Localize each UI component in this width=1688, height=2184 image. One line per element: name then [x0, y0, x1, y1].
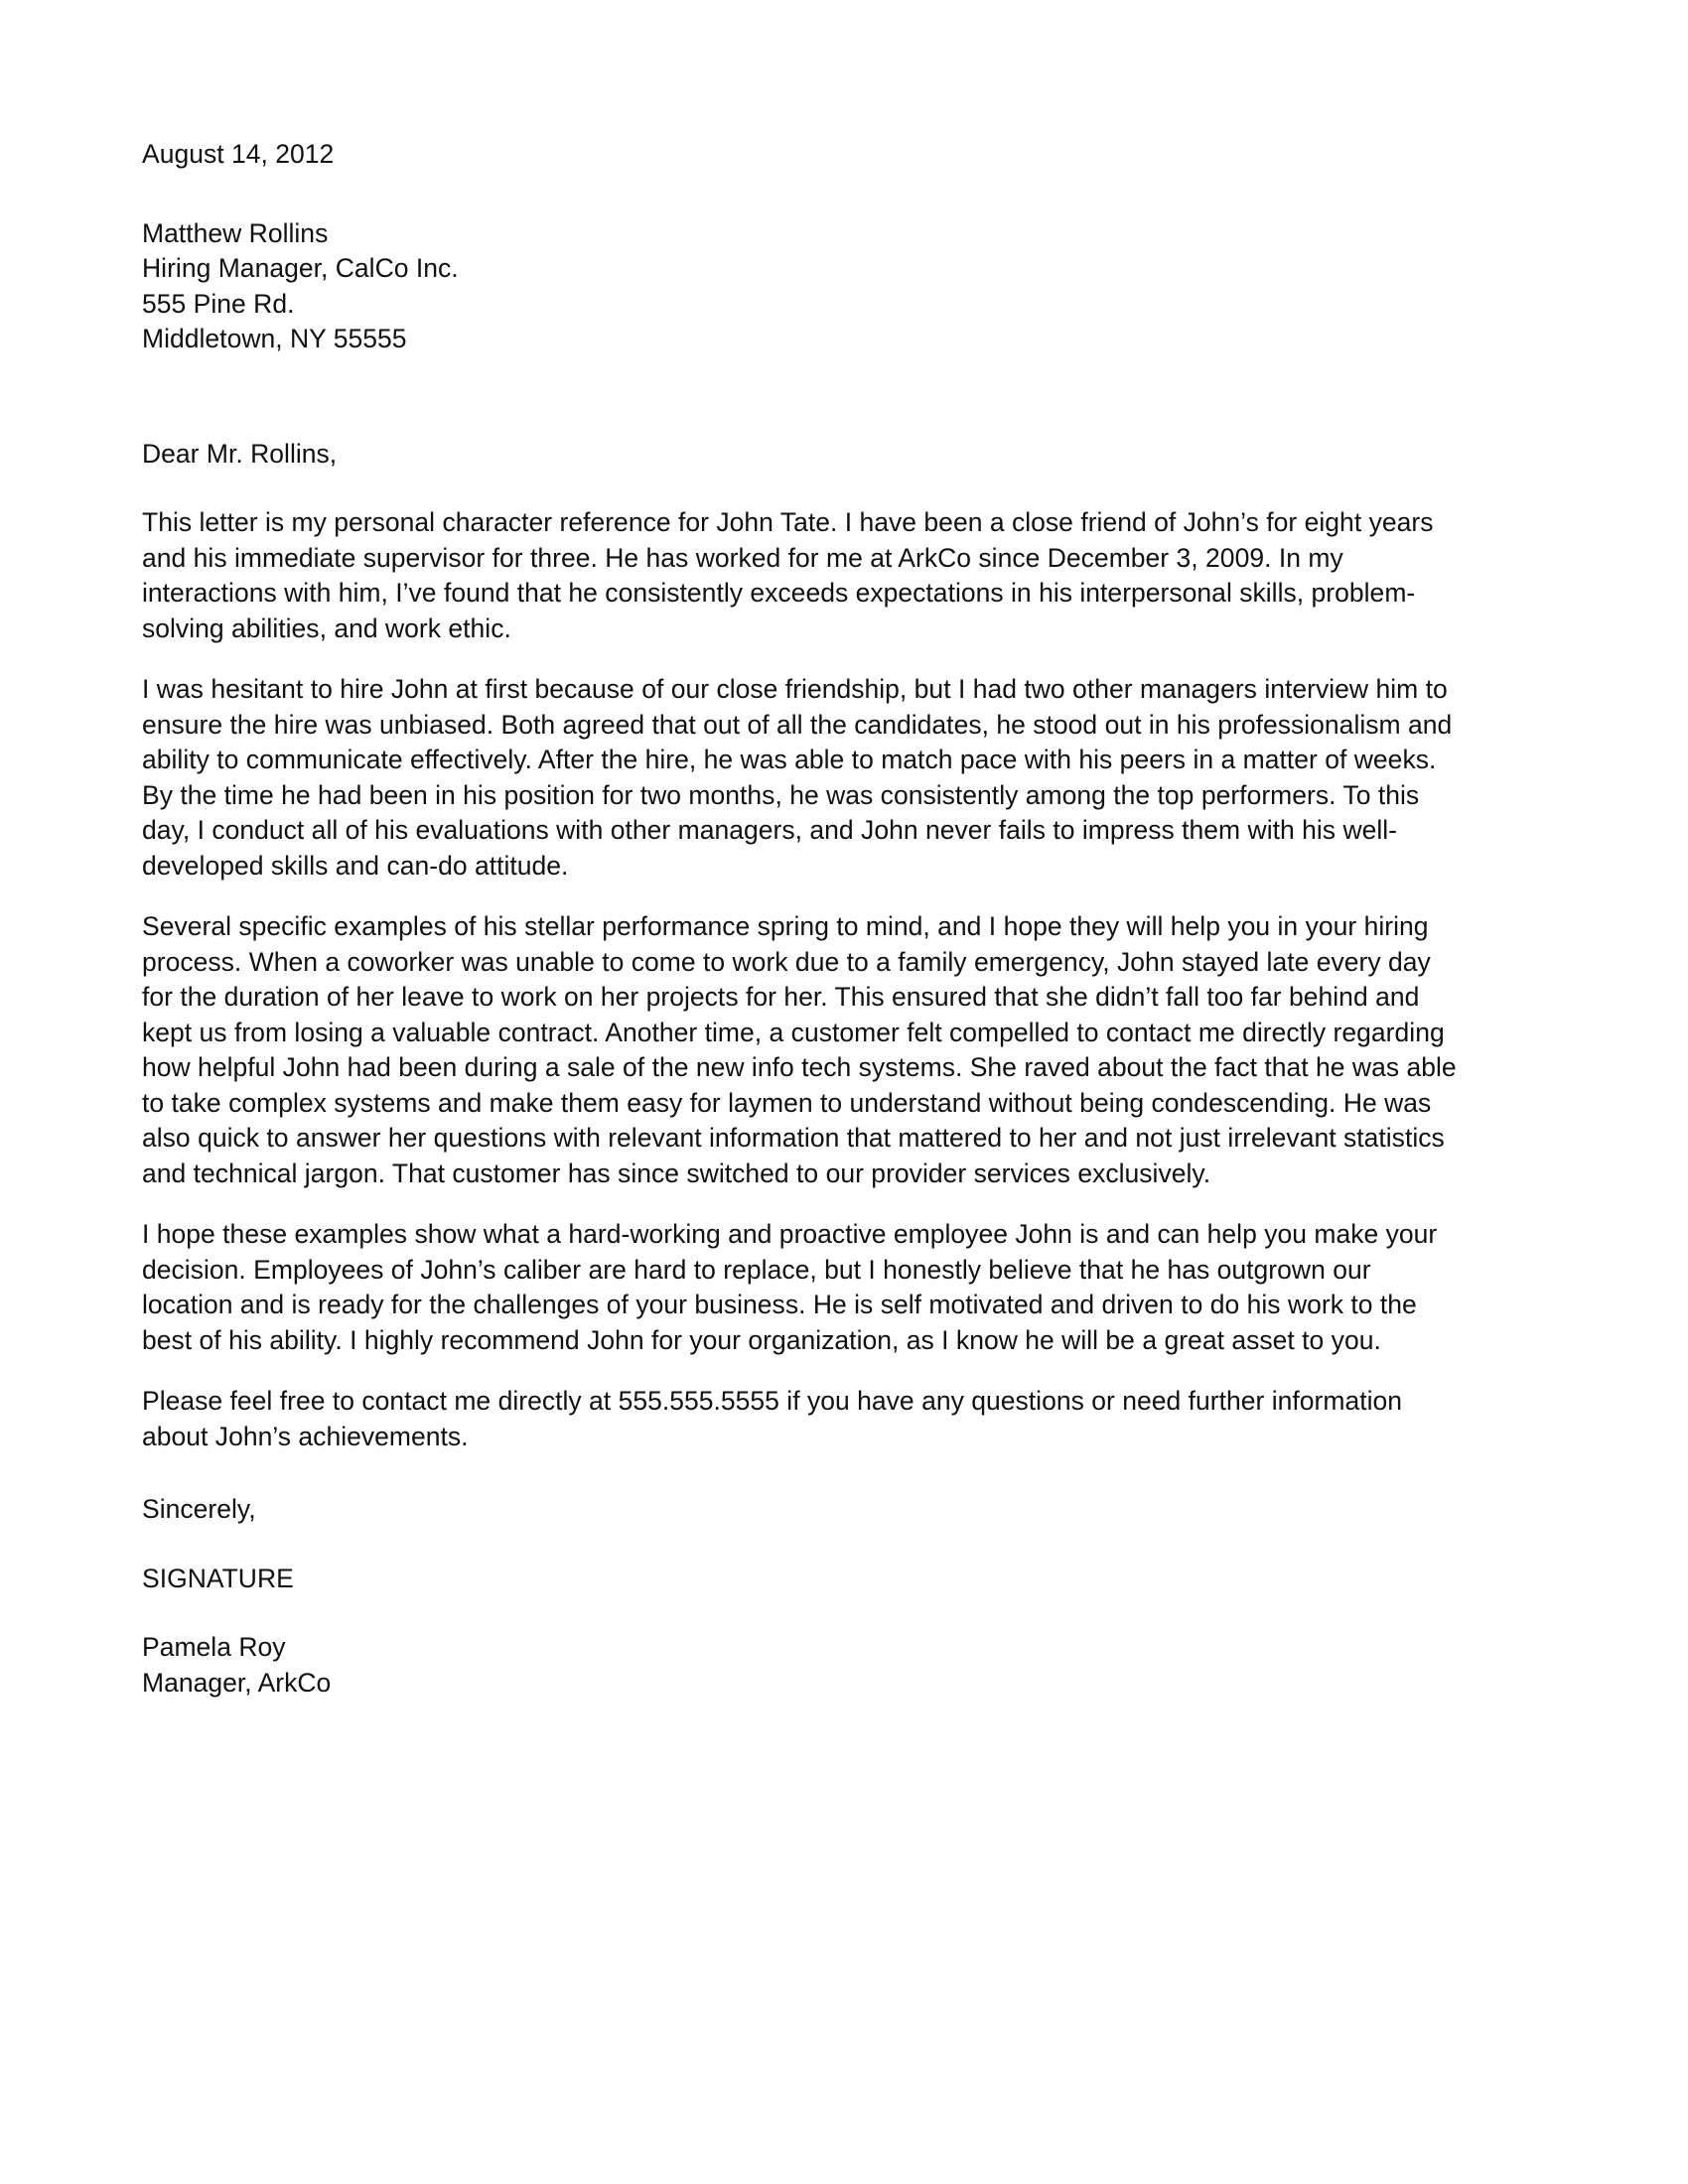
spacer-before-signature — [142, 1528, 1468, 1562]
closing-salutation: Sincerely, — [142, 1494, 256, 1524]
spacer-p2-p3 — [142, 884, 1468, 909]
recipient-name: Matthew Rollins — [142, 217, 329, 248]
recipient-address-block — [142, 216, 1468, 357]
spacer-p3-p4 — [142, 1191, 1468, 1217]
spacer-p4-p5 — [142, 1358, 1468, 1384]
spacer-after-salutation — [142, 472, 1468, 505]
recipient-title-company: Hiring Manager, CalCo Inc. — [142, 253, 459, 283]
spacer-after-date — [142, 173, 1468, 216]
recipient-city-state-zip: Middletown, NY 55555 — [142, 324, 407, 353]
signature-placeholder: SIGNATURE — [142, 1563, 294, 1593]
body-paragraph-1: This letter is my personal character reference for John Tate. I have been a close friend of John’s for eight years and his immediate supervisor for three. He has worked for me at ArkCo since December 3, 2009. In my interactions with him, I’ve found that he consistently exceeds expectations in his interpersonal skills, problem-solving abilities, and work ethic. — [142, 507, 1434, 643]
spacer-before-closing — [142, 1454, 1468, 1492]
body-paragraph-3: Several specific examples of his stellar performance spring to mind, and I hope they will help you in your hiring process. When a coworker was unable to come to work due to a family emergency, John stayed late every day for the duration of her leave to work on her projects for her. This ensured that she didn’t fall too far behind and kept us from losing a valuable contract. Another time, a customer felt compelled to contact me directly regarding how helpful John had been during a sale of the new info tech systems. She raved about the fact that he was able to take complex systems and make them easy for laymen to understand without being condescending. He was also quick to answer her questions with relevant information that mattered to her and not just irrelevant statistics and technical jargon. That customer has since switched to our provider services exclusively. — [142, 911, 1457, 1188]
body-paragraph-2: I was hesitant to hire John at first because of our close friendship, but I had two other managers interview him to ensure the hire was unbiased. Both agreed that out of all the candidates, he stood out in his professionalism and ability to communicate effectively. After the hire, he was able to match pace with his peers in a matter of weeks. By the time he had been in his position for two months, he was consistently among the top performers. To this day, I conduct all of his evaluations with other managers, and John never fails to impress them with his well-developed skills and can-do attitude. — [142, 674, 1453, 881]
spacer-before-salutation — [142, 357, 1468, 437]
spacer-before-sender — [142, 1596, 1468, 1630]
sender-name: Pamela Roy — [142, 1632, 286, 1662]
sender-block — [142, 1630, 1468, 1701]
body-paragraph-5: Please feel free to contact me directly at 555.555.5555 if you have any questions or need further information about John’s achievements. — [142, 1386, 1403, 1451]
salutation: Dear Mr. Rollins, — [142, 438, 338, 469]
recipient-street: 555 Pine Rd. — [142, 288, 295, 319]
letter-date: August 14, 2012 — [142, 139, 335, 169]
body-paragraph-4: I hope these examples show what a hard-working and proactive employee John is and can help you make your decision. Employees of John’s caliber are hard to replace, but I honestly believe that he has outgrown our location and is ready for the challenges of your business. He is self motivated and driven to do his work to the best of his ability. I highly recommend John for your organization, as I know he will be a great asset to you. — [142, 1219, 1438, 1355]
spacer-p1-p2 — [142, 646, 1468, 672]
sender-title-company: Manager, ArkCo — [142, 1667, 332, 1698]
letter-body — [142, 137, 1468, 1701]
